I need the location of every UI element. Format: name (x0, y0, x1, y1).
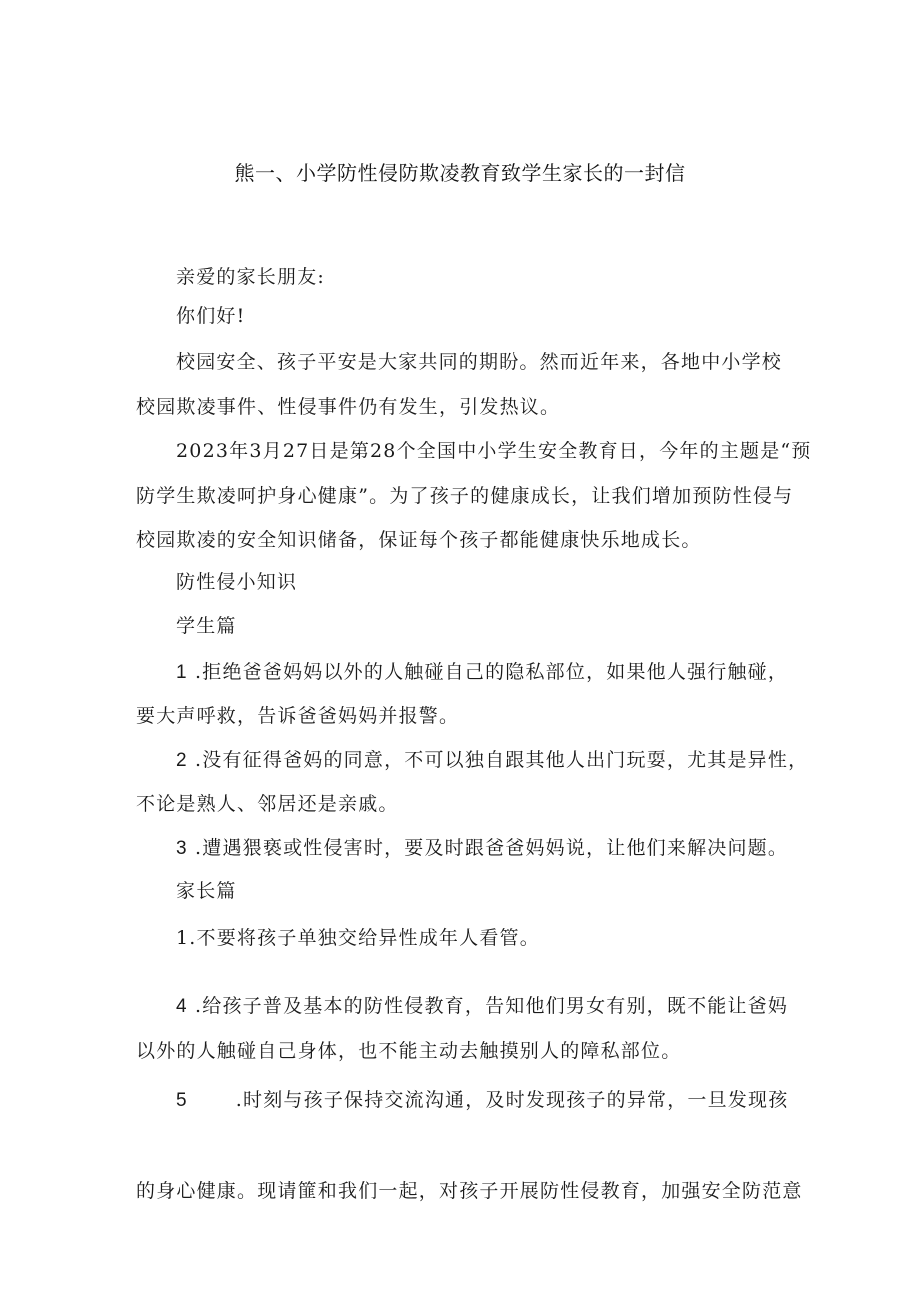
paragraph-2-line-3: 校园欺凌的安全知识储备，保证每个孩子都能健康快乐地成长。 (136, 529, 702, 551)
paragraph-1-line-1: 校园安全、孩子平安是大家共同的期盼。然而近年来，各地中小学校 (176, 351, 783, 373)
list-text: .没有征得爸妈的同意，不可以独自跟其他人出门玩耍，尤其是异性， (195, 749, 809, 771)
section-heading: 防性侵小知识 (176, 571, 298, 593)
paragraph-2-line-2: 防学生欺凌呵护身心健康”。为了孩子的健康成长，让我们增加预防性侵与 (136, 485, 794, 507)
student-item-3-line-1 (176, 836, 788, 861)
student-item-1-line-2: 要大声呼救，告诉爸爸妈妈并报警。 (136, 705, 460, 727)
list-number: 1 (176, 662, 188, 683)
parent-item-4-line-1 (176, 994, 788, 1019)
list-text: .遭遇猥亵或性侵害时，要及时跟爸爸妈妈说，让他们来解决问题。 (195, 837, 789, 859)
closing-line: 的身心健康。现请篚和我们一起，对孩子开展防性侵教育，加强安全防范意 (136, 1180, 803, 1202)
list-number: 4 (176, 996, 188, 1017)
student-item-2-line-1 (176, 748, 808, 773)
student-item-1-line-1 (176, 660, 788, 685)
greeting: 亲爱的家长朋友: (176, 266, 326, 288)
list-number: 5 (176, 1090, 188, 1111)
parent-item-4-line-2: 以外的人触碰自己身体，也不能主动去触摸别人的障私部位。 (136, 1040, 682, 1062)
paragraph-2-line-1: 2023年3月27日是第28个全国中小学生安全教育日，今年的主题是“预 (176, 440, 812, 462)
parent-item-1: 1.不要将孩子单独交给异性成年人看管。 (176, 927, 540, 949)
list-text: .时刻与孩子保持交流沟通，及时发现孩子的异常，一旦发现孩 (235, 1089, 789, 1111)
hello-line: 你们好! (176, 305, 246, 327)
parent-item-5-line-1 (176, 1088, 788, 1113)
parent-heading: 家长篇 (176, 880, 237, 902)
student-item-2-line-2: 不论是熟人、邻居还是亲戚。 (136, 793, 399, 815)
paragraph-1-line-2: 校园欺凌事件、性侵事件仍有发生，引发热议。 (136, 396, 561, 418)
list-text: .给孩子普及基本的防性侵教育，告知他们男女有别，既不能让爸妈 (195, 995, 789, 1017)
document-title: 熊一、小学防性侵防欺凌教育致学生家长的一封信 (234, 161, 686, 185)
list-text: .拒绝爸爸妈妈以外的人触碰自己的隐私部位，如果他人强行触碰， (195, 661, 789, 683)
list-number: 2 (176, 750, 188, 771)
student-heading: 学生篇 (176, 615, 237, 637)
list-number: 3 (176, 838, 188, 859)
